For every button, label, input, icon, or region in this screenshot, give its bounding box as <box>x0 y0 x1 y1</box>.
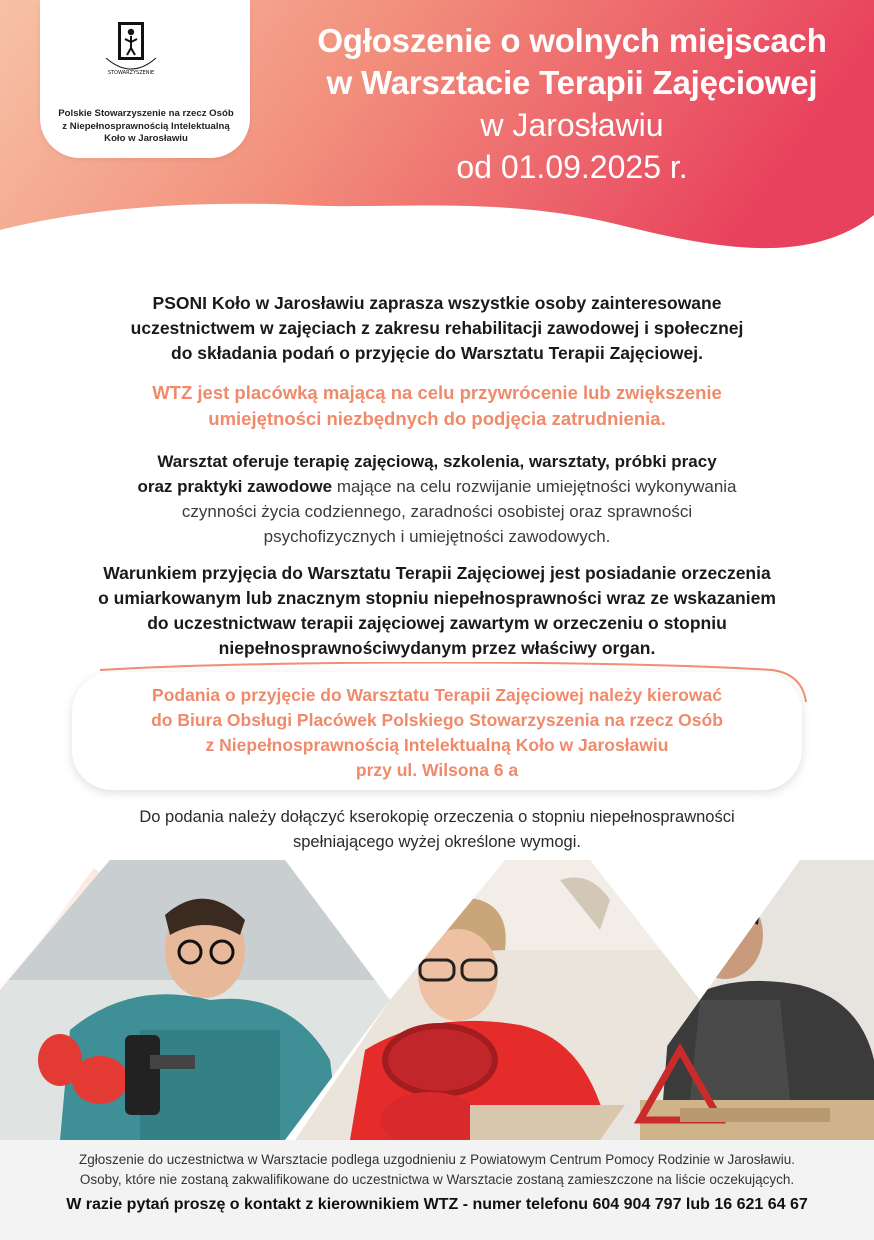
intro-paragraph <box>40 291 834 366</box>
footer-contact: W razie pytań proszę o kontakt z kierownikiem WTZ - numer telefonu 604 904 797 lub 16 621 64 67 <box>66 1196 808 1213</box>
footer-note <box>10 1150 864 1190</box>
purpose-paragraph <box>40 380 834 431</box>
org-line-2: z Niepełnosprawnością Intelektualną <box>62 120 230 132</box>
title-line-2: w Warsztacie Terapii Zajęciowej <box>326 64 818 101</box>
attachment-note <box>40 805 834 855</box>
conditions-line-1: Warunkiem przyjęcia do Warsztatu Terapii Zajęciowej jest posiadanie orzeczenia <box>103 563 771 583</box>
org-line-3: Koło w Jarosławiu <box>104 133 188 144</box>
conditions-paragraph <box>40 561 834 661</box>
application-line-2: do Biura Obsługi Placówek Polskiego Stowarzyszenia na rzecz Osób <box>151 710 723 730</box>
offer-line-1: Warsztat oferuje terapię zajęciową, szkolenia, warsztaty, próbki pracy <box>157 452 717 471</box>
offer-line-2-rest: mające na celu rozwijanie umiejętności wykonywania <box>332 477 737 496</box>
intro-line-1: PSONI Koło w Jarosławiu zaprasza wszystkie osoby zainteresowane <box>152 293 722 313</box>
application-instructions <box>80 683 794 783</box>
purpose-line-2: umiejętności niezbędnych do podjęcia zatrudnienia. <box>208 407 666 429</box>
application-line-4: przy ul. Wilsona 6 a <box>355 760 519 780</box>
application-line-3: z Niepełnosprawnością Intelektualną Koło w Jarosławiu <box>205 735 669 755</box>
offer-line-2-bold: oraz praktyki zawodowe <box>137 477 333 496</box>
application-line-1: Podania o przyjęcie do Warsztatu Terapii Zajęciowej należy kierować <box>152 685 722 705</box>
psoni-logo-icon <box>96 18 166 88</box>
conditions-line-2: o umiarkowanym lub znacznym stopniu niepełnosprawności wraz ze wskazaniem <box>98 588 776 608</box>
conditions-line-4: niepełnosprawnościwydanym przez właściwy organ. <box>218 638 656 658</box>
offer-line-4: psychofizycznych i umiejętności zawodowych. <box>263 527 611 546</box>
intro-line-3: do składania podań o przyjęcie do Warsztatu Terapii Zajęciowej. <box>171 343 703 363</box>
svg-text:STOWARZYSZENIE: STOWARZYSZENIE <box>107 70 155 76</box>
footer-note-line-2: Osoby, które nie zostaną zakwalifikowane do uczestnictwa w Warsztacie zostaną zamieszczone na liście oczekujących. <box>79 1172 795 1187</box>
offer-paragraph <box>40 449 834 549</box>
organization-name <box>42 108 250 146</box>
org-line-1: Polskie Stowarzyszenie na rzecz Osób <box>58 108 234 119</box>
conditions-line-3: do uczestnictwaw terapii zajęciowej zawartym w orzeczeniu o stopniu <box>147 613 727 633</box>
intro-line-2: uczestnictwem w zajęciach z zakresu rehabilitacji zawodowej i społecznej <box>130 318 744 338</box>
purpose-line-1: WTZ jest placówką mającą na celu przywrócenie lub zwiększenie <box>152 382 722 403</box>
attachment-line-2: spełniającego wyżej określone wymogi. <box>293 833 581 851</box>
title-line-1: Ogłoszenie o wolnych miejscach <box>317 22 827 59</box>
page-title <box>270 20 874 188</box>
photo-strip <box>0 860 874 1140</box>
footer-note-line-1: Zgłoszenie do uczestnictwa w Warsztacie podlega uzgodnieniu z Powiatowym Centrum Pomocy Rodzinie w Jarosławiu. <box>78 1152 796 1167</box>
offer-line-3: czynności życia codziennego, zaradności osobistej oraz sprawności <box>181 502 693 521</box>
attachment-line-1: Do podania należy dołączyć kserokopię orzeczenia o stopniu niepełnosprawności <box>139 808 735 826</box>
title-date: od 01.09.2025 r. <box>456 149 688 185</box>
title-location: w Jarosławiu <box>480 107 664 143</box>
